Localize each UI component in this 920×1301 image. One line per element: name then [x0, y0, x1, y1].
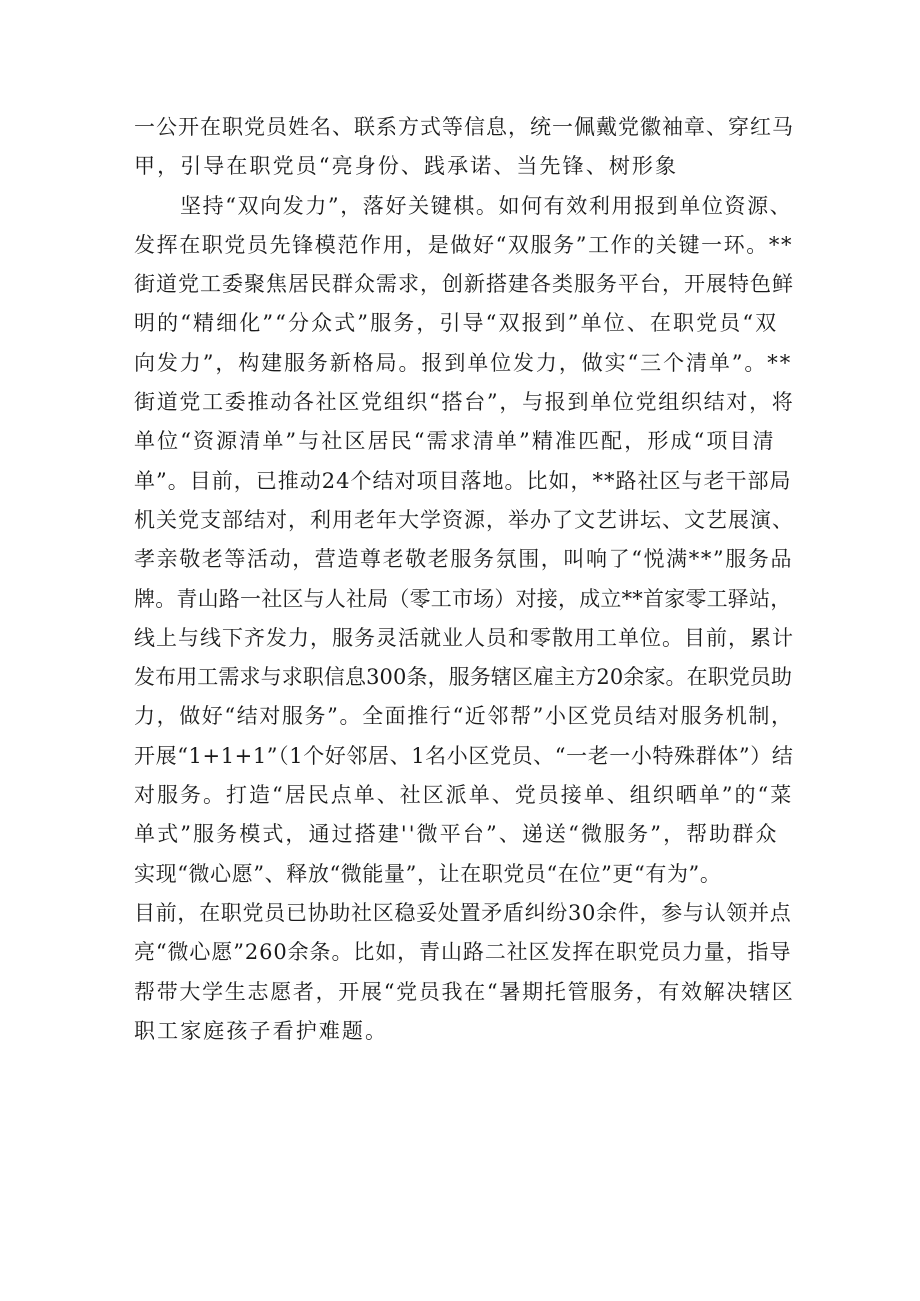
- text-line: 甲，引导在职党员“亮身份、践承诺、当先锋、树形象: [134, 154, 679, 179]
- text-line: 街道党工委推动各社区党组织“搭台”，与报到单位党组织结对，将: [134, 390, 795, 415]
- text-line: 目前，在职党员已协助社区稳妥处置矛盾纠纷30余件，参与认领并点: [134, 900, 792, 925]
- paragraph-2: [134, 187, 794, 1052]
- paragraph-1: [134, 108, 794, 187]
- text-line: 开展“1+1+1”（1个好邻居、1名小区党员、“一老一小特殊群体”）结: [134, 743, 794, 768]
- text-line: 明的“精细化”“分众式”服务，引导“双报到”单位、在职党员“双: [134, 311, 779, 336]
- text-line: 发挥在职党员先锋模范作用，是做好“双服务”工作的关键一环。**: [134, 232, 794, 257]
- text-line: 发布用工需求与求职信息300条，服务辖区雇主方20余家。在职党员助: [134, 665, 793, 690]
- text-line: 职工家庭孩子看护难题。: [134, 1018, 389, 1043]
- text-line: 坚持“双向发力”，落好关键棋。如何有效利用报到单位资源、: [180, 193, 793, 218]
- text-line: 向发力”，构建服务新格局。报到单位发力，做实“三个清单”。**: [134, 350, 793, 375]
- text-line: 孝亲敬老等活动，营造尊老敬老服务氛围，叫响了“悦满**”服务品: [134, 547, 794, 572]
- text-line: 机关党支部结对，利用老年大学资源，举办了文艺讲坛、文艺展演、: [134, 507, 794, 532]
- text-line: 单”。目前，已推动24个结对项目落地。比如，**路社区与老干部局: [134, 468, 792, 493]
- text-line: 牌。青山路一社区与人社局（零工市场）对接，成立**首家零工驿站，: [134, 586, 792, 611]
- text-line: 线上与线下齐发力，服务灵活就业人员和零散用工单位。目前，累计: [134, 625, 794, 650]
- text-line: 亮“微心愿”260余条。比如，青山路二社区发挥在职党员力量，指导: [134, 940, 792, 965]
- text-line: 帮带大学生志愿者，开展“党员我在“暑期托管服务，有效解决辖区: [134, 979, 795, 1004]
- text-line: 一公开在职党员姓名、联系方式等信息，统一佩戴党徽袖章、穿红马: [134, 115, 794, 139]
- text-line: 力，做好“结对服务”。全面推行“近邻帮”小区党员结对服务机制，: [134, 704, 794, 729]
- text-line: 对服务。打造“居民点单、社区派单、党员接单、组织晒单”的“菜: [134, 783, 794, 808]
- text-line: 街道党工委聚焦居民群众需求，创新搭建各类服务平台，开展特色鲜: [134, 272, 794, 297]
- document-body: [134, 108, 794, 1051]
- text-line: 单位“资源清单”与社区居民“需求清单”精准匹配，形成“项目清: [134, 429, 776, 454]
- text-line: 单式”服务模式，通过搭建''微平台”、递送“微服务”，帮助群众: [134, 822, 779, 847]
- text-line: 实现“微心愿”、释放“微能量”，让在职党员“在位”更“有为”。: [134, 861, 722, 886]
